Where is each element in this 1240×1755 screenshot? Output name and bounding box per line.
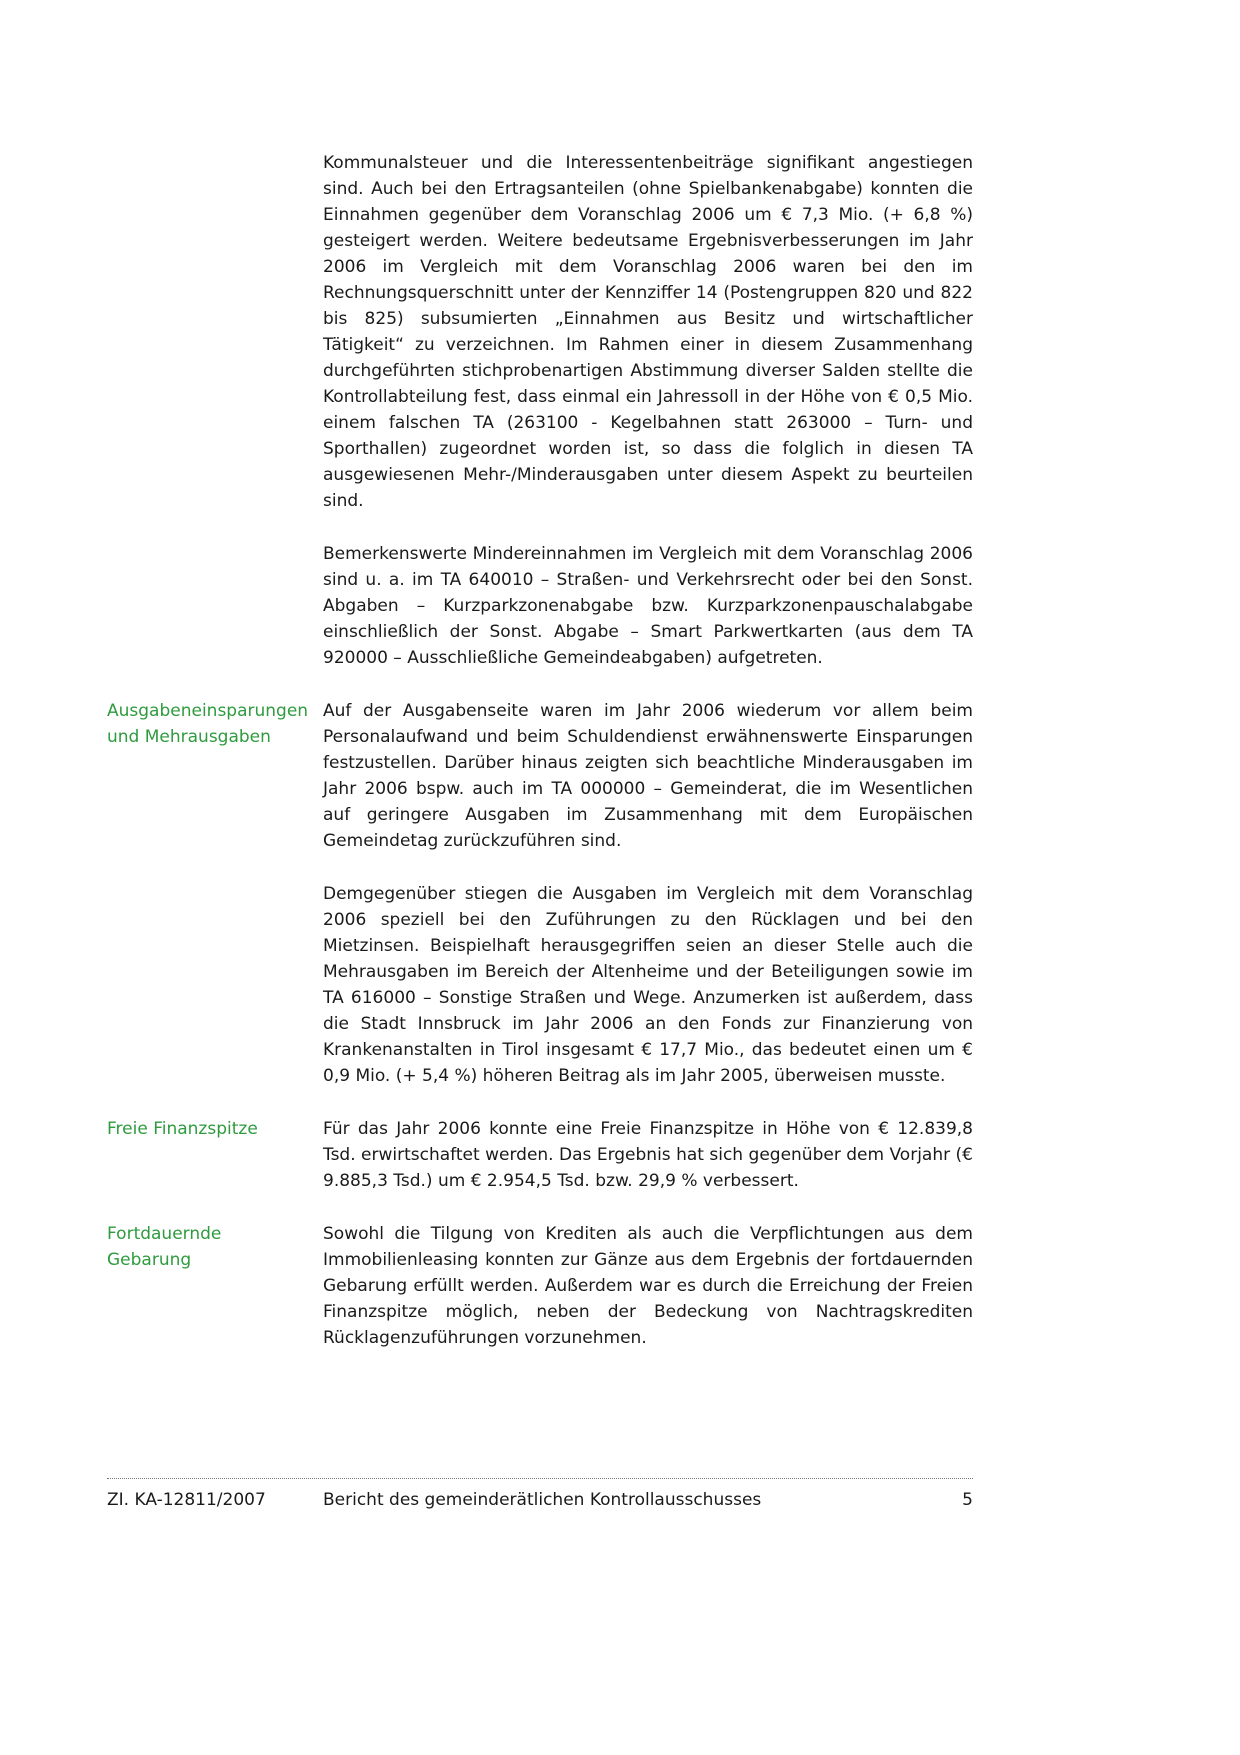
- section-fortdauernde-gebarung: [107, 1221, 973, 1378]
- margin-label-finanzspitze: Freie Finanzspitze: [107, 1119, 258, 1139]
- section-ausgaben: [107, 698, 973, 1116]
- footer-reference-number: ZI. KA-12811/2007: [107, 1490, 266, 1510]
- body-paragraph: Auf der Ausgabenseite waren im Jahr 2006 wiederum vor allem beim Personalaufwand und beim Schuldendienst erwähnenswerte Einsparungen festzustellen. Darüber hinaus zeigten sich beachtliche Minderausgaben im Jahr 2006 bspw. auch im TA 000000 – Gemeinderat, die im Wesentlichen auf geringere Ausgaben im Zusammenhang mit dem Europäischen Gemeindetag zurückzuführen sind.: [323, 701, 973, 851]
- text-column: [323, 1116, 973, 1221]
- section-freie-finanzspitze: [107, 1116, 973, 1221]
- text-column: [323, 698, 973, 1116]
- text-column: [323, 150, 973, 698]
- text-column: [323, 1221, 973, 1378]
- body-paragraph: Sowohl die Tilgung von Krediten als auch die Verpflichtungen aus dem Immobilienleasing konnten zur Gänze aus dem Ergebnis der fortdauernden Gebarung erfüllt werden. Außerdem war es durch die Erreichung der Freien Finanzspitze möglich, neben der Bedeckung von Nachtragskrediten Rücklagenzuführungen vorzunehmen.: [323, 1224, 973, 1348]
- section-einnahmen: [107, 150, 973, 698]
- page-footer: [107, 1478, 973, 1512]
- body-paragraph: Demgegenüber stiegen die Ausgaben im Vergleich mit dem Voranschlag 2006 speziell bei den Zuführungen zu den Rücklagen und bei den Mietzinsen. Beispielhaft herausgegriffen seien an dieser Stelle auch die Mehrausgaben im Bereich der Altenheime und der Beteiligungen sowie im TA 616000 – Sonstige Straßen und Wege. Anzumerken ist außerdem, dass die Stadt Innsbruck im Jahr 2006 an den Fonds zur Finanzierung von Krankenanstalten in Tirol insgesamt € 17,7 Mio., das bedeutet einen um € 0,9 Mio. (+ 5,4 %) höheren Beitrag als im Jahr 2005, überweisen musste.: [323, 884, 973, 1086]
- body-paragraph: Bemerkenswerte Mindereinnahmen im Vergleich mit dem Voranschlag 2006 sind u. a. im TA 640010 – Straßen- und Verkehrsrecht oder bei den Sonst. Abgaben – Kurzparkzonenabgabe bzw. Kurzparkzonenpauschalabgabe einschließlich der Sonst. Abgabe – Smart Parkwertkarten (aus dem TA 920000 – Ausschließliche Gemeindeabgaben) aufgetreten.: [323, 544, 973, 668]
- body-paragraph: Für das Jahr 2006 konnte eine Freie Finanzspitze in Höhe von € 12.839,8 Tsd. erwirtschaftet werden. Das Ergebnis hat sich gegenüber dem Vorjahr (€ 9.885,3 Tsd.) um € 2.954,5 Tsd. bzw. 29,9 % verbessert.: [323, 1119, 973, 1191]
- margin-label-ausgaben: Ausgabeneinsparungen und Mehrausgaben: [107, 701, 309, 747]
- footer-page-number: 5: [962, 1490, 973, 1510]
- margin-label-gebarung: Fortdauernde Gebarung: [107, 1224, 222, 1270]
- document-body: [107, 150, 973, 1378]
- footer-document-title: Bericht des gemeinderätlichen Kontrollausschusses: [323, 1490, 762, 1510]
- body-paragraph: Kommunalsteuer und die Interessentenbeiträge signifikant angestiegen sind. Auch bei den Ertragsanteilen (ohne Spielbankenabgabe) konnten die Einnahmen gegenüber dem Voranschlag 2006 um € 7,3 Mio. (+ 6,8 %) gesteigert werden. Weitere bedeutsame Ergebnisverbesserungen im Jahr 2006 im Vergleich mit dem Voranschlag 2006 waren bei den im Rechnungsquerschnitt unter der Kennziffer 14 (Postengruppen 820 und 822 bis 825) subsumierten „Einnahmen aus Besitz und wirtschaftlicher Tätigkeit“ zu verzeichnen. Im Rahmen einer in diesem Zusammenhang durchgeführten stichprobenartigen Abstimmung diverser Salden stellte die Kontrollabteilung fest, dass einmal ein Jahressoll in der Höhe von € 0,5 Mio. einem falschen TA (263100 - Kegelbahnen statt 263000 – Turn- und Sporthallen) zugeordnet worden ist, so dass die folglich in diesen TA ausgewiesenen Mehr-/Minderausgaben unter diesem Aspekt zu beurteilen sind.: [323, 153, 973, 511]
